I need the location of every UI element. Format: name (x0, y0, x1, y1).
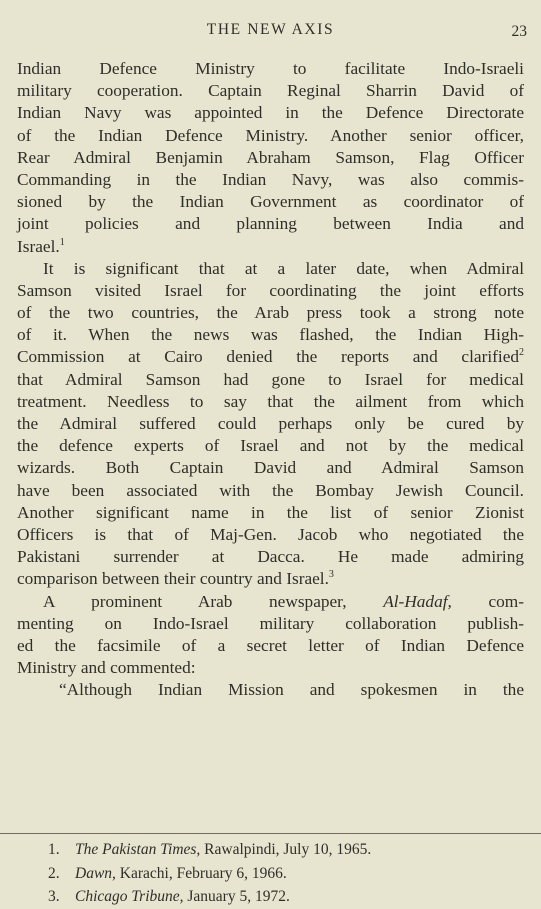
text-line: the defence experts of Israel and not by the medical (17, 436, 524, 456)
text-line: of the two countries, the Arab press took a strong note (17, 303, 524, 323)
text-line: Ministry and commented: (17, 658, 196, 678)
text-line: treatment. Needless to say that the ailment from which (17, 391, 524, 411)
text-line: of it. When the news was flashed, the Indian High- (17, 325, 524, 345)
page-number: 23 (511, 23, 527, 40)
footnote-number: 1. (48, 841, 60, 858)
text-line: Indian Navy was appointed in the Defence Directorate (17, 103, 524, 123)
text-line: It is significant that at a later date, when Admiral (43, 258, 524, 278)
text-line: military cooperation. Captain Reginal Sharrin David of (17, 81, 524, 101)
text-line: ed the facsimile of a secret letter of Indian Defence (17, 635, 524, 655)
text-line: joint policies and planning between India and (17, 214, 524, 234)
text-segment: com- (488, 591, 524, 611)
text-segment: Commission at Cairo denied the reports and clarified (17, 347, 519, 367)
footnote-details: January 5, 1972. (187, 888, 290, 905)
running-title: THE NEW AXIS (206, 21, 335, 38)
footnote (48, 838, 371, 862)
footnote-ref: 3 (328, 569, 334, 581)
text-line (17, 568, 524, 590)
text-line: Pakistani surrender at Dacca. He made admiring (17, 547, 524, 567)
text-line: Commanding in the Indian Navy, was also commis- (17, 169, 524, 189)
newspaper-name: Al-Hadaf, (383, 591, 452, 611)
text-line: Rear Admiral Benjamin Abraham Samson, Flag Officer (17, 147, 524, 167)
text-segment: comparison between their country and Israel. (17, 569, 329, 589)
footnote-source: The Pakistan Times, (75, 841, 201, 858)
running-head (0, 20, 541, 42)
text-line (17, 591, 524, 613)
footnote-details: Rawalpindi, July 10, 1965. (204, 841, 372, 858)
text-line: that Admiral Samson had gone to Israel for medical (17, 369, 524, 389)
footnote-number: 2. (48, 864, 60, 882)
text-line: wizards. Both Captain David and Admiral Samson (17, 458, 524, 478)
body-text (17, 58, 524, 701)
text-segment: Israel. (17, 236, 60, 256)
footnote (48, 862, 371, 886)
text-line: “Although Indian Mission and spokesmen in the (59, 680, 524, 700)
footnotes (48, 838, 371, 909)
text-line: Officers is that of Maj-Gen. Jacob who negotiated the (17, 524, 524, 544)
text-line: menting on Indo-Israel military collaboration publish- (17, 613, 524, 633)
footnote-rule (0, 833, 541, 834)
footnote-number: 3. (48, 888, 60, 905)
footnote (48, 885, 371, 909)
text-line (17, 346, 524, 368)
text-line: of the Indian Defence Ministry. Another senior officer, (17, 125, 524, 145)
text-line: Samson visited Israel for coordinating the joint efforts (17, 280, 524, 300)
text-line: sioned by the Indian Government as coordinator of (17, 192, 524, 212)
footnote-source: Dawn, (75, 864, 116, 882)
footnote-ref: 1 (59, 236, 65, 248)
text-line: the Admiral suffered could perhaps only be cured by (17, 414, 524, 433)
text-line: Another significant name in the list of senior Zionist (17, 502, 524, 522)
text-segment: A prominent Arab newspaper, (43, 591, 347, 611)
text-line: have been associated with the Bombay Jewish Council. (17, 480, 524, 500)
footnote-details: Karachi, February 6, 1966. (119, 864, 287, 882)
footnote-ref: 2 (519, 347, 524, 359)
text-line (17, 236, 524, 258)
text-line: Indian Defence Ministry to facilitate Indo-Israeli (17, 59, 524, 78)
footnote-source: Chicago Tribune, (75, 888, 184, 905)
